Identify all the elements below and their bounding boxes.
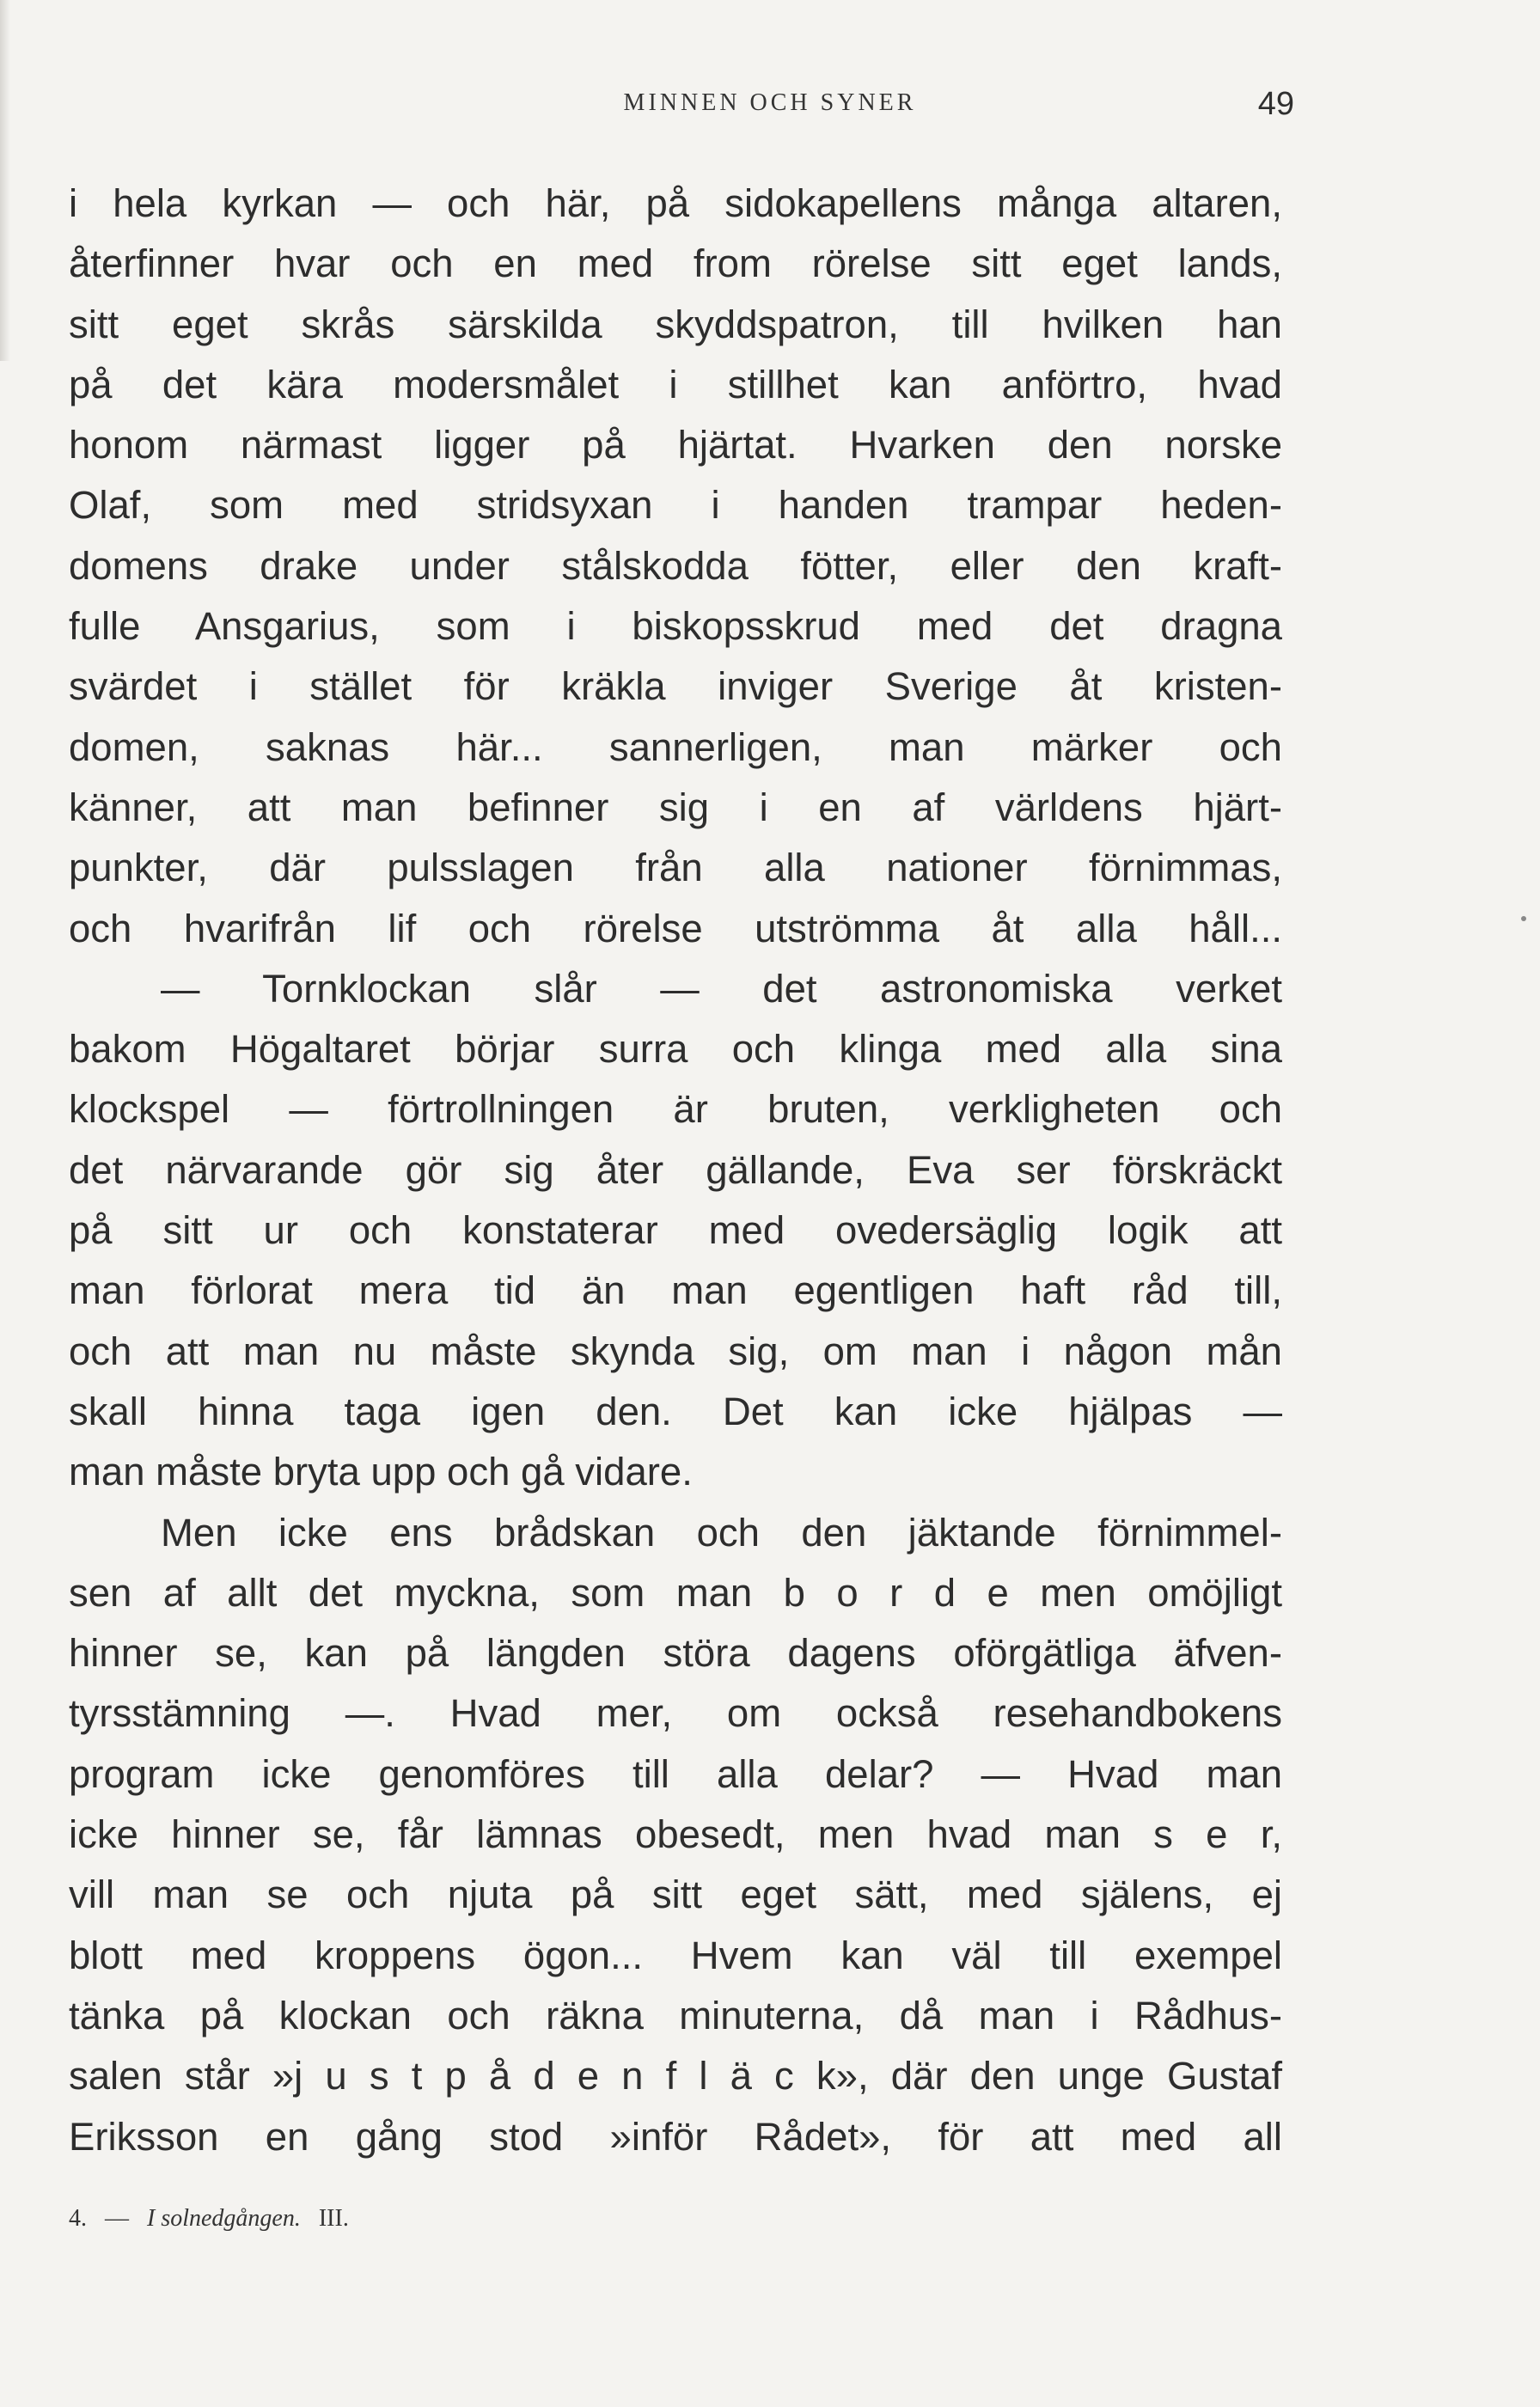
- text-line: punkter, där pulsslagen från alla nationer förnimmas,: [69, 846, 1282, 890]
- text-line: honom närmast ligger på hjärtat. Hvarken den norske: [69, 423, 1282, 467]
- page-number: 49: [1257, 86, 1294, 122]
- running-head-title: MINNEN OCH SYNER: [623, 89, 917, 116]
- text-line: bakom Högaltaret börjar surra och klinga med alla sina: [69, 1027, 1282, 1072]
- text-line: och hvarifrån lif och rörelse utströmma åt alla håll...: [69, 906, 1282, 950]
- text-line: salen står »j u s t p å d e n f l ä c k», där den unge Gustaf: [69, 2054, 1282, 2098]
- text-line: domens drake under stålskodda fötter, eller den kraft-: [69, 543, 1282, 588]
- text-line: blott med kroppens ögon... Hvem kan väl till exempel: [69, 1933, 1282, 1977]
- text-line: på sitt ur och konstaterar med ovedersäglig logik att: [69, 1208, 1282, 1253]
- text-line: program icke genomföres till alla delar? — Hvad man: [69, 1751, 1282, 1796]
- text-line: sitt eget skrås särskilda skyddspatron, till hvilken han: [69, 302, 1282, 346]
- text-line: Olaf, som med stridsyxan i handen trampar heden-: [69, 483, 1282, 528]
- text-line: hinner se, kan på längden störa dagens oförgätliga äfven-: [69, 1631, 1282, 1676]
- page-edge-shadow: [0, 0, 10, 361]
- text-line: i hela kyrkan — och här, på sidokapellens många altaren,: [69, 181, 1282, 225]
- paragraph-end-line: man måste bryta upp och gå vidare.: [69, 1450, 693, 1494]
- signature-footer: [69, 2205, 361, 2233]
- text-line: skall hinna taga igen den. Det kan icke hjälpas —: [69, 1389, 1282, 1433]
- text-line: fulle Ansgarius, som i biskopsskrud med det dragna: [69, 604, 1282, 649]
- text-line: tänka på klockan och räkna minuterna, då man i Rådhus-: [69, 1993, 1282, 2037]
- text-line: klockspel — förtrollningen är bruten, verkligheten och: [69, 1087, 1282, 1132]
- text-line: och att man nu måste skynda sig, om man i någon mån: [69, 1329, 1282, 1373]
- text-line: icke hinner se, får lämnas obesedt, men hvad man s e r,: [69, 1812, 1282, 1857]
- paragraph-start-line: Men icke ens brådskan och den jäktande förnimmel-: [161, 1510, 1282, 1555]
- text-line: vill man se och njuta på sitt eget sätt, med själens, ej: [69, 1872, 1282, 1917]
- body-text: [69, 174, 1282, 2167]
- text-line: Eriksson en gång stod »inför Rådet», för att med all: [69, 2114, 1282, 2159]
- text-line: på det kära modersmålet i stillhet kan anförtro, hvad: [69, 362, 1282, 406]
- text-line: känner, att man befinner sig i en af världens hjärt-: [69, 785, 1282, 829]
- text-line: sen af allt det myckna, som man b o r d e men omöjligt: [69, 1570, 1282, 1615]
- text-line: svärdet i stället för kräkla inviger Sverige åt kristen-: [69, 664, 1282, 709]
- text-line: tyrsstämning —. Hvad mer, om också resehandbokens: [69, 1691, 1282, 1736]
- signature-title: I solnedgången.: [147, 2205, 301, 2232]
- running-head: [0, 86, 1540, 132]
- signature-number: 4.: [69, 2205, 87, 2232]
- paper-speck: [1521, 916, 1526, 921]
- text-line: domen, saknas här... sannerligen, man märker och: [69, 724, 1282, 769]
- signature-dash: —: [105, 2205, 129, 2232]
- signature-volume: III.: [318, 2205, 349, 2232]
- text-line: man förlorat mera tid än man egentligen haft råd till,: [69, 1268, 1282, 1313]
- text-line: det närvarande gör sig åter gällande, Eva ser förskräckt: [69, 1147, 1282, 1192]
- paragraph-start-line: — Tornklockan slår — det astronomiska verket: [161, 966, 1282, 1011]
- text-line: återfinner hvar och en med from rörelse sitt eget lands,: [69, 241, 1282, 286]
